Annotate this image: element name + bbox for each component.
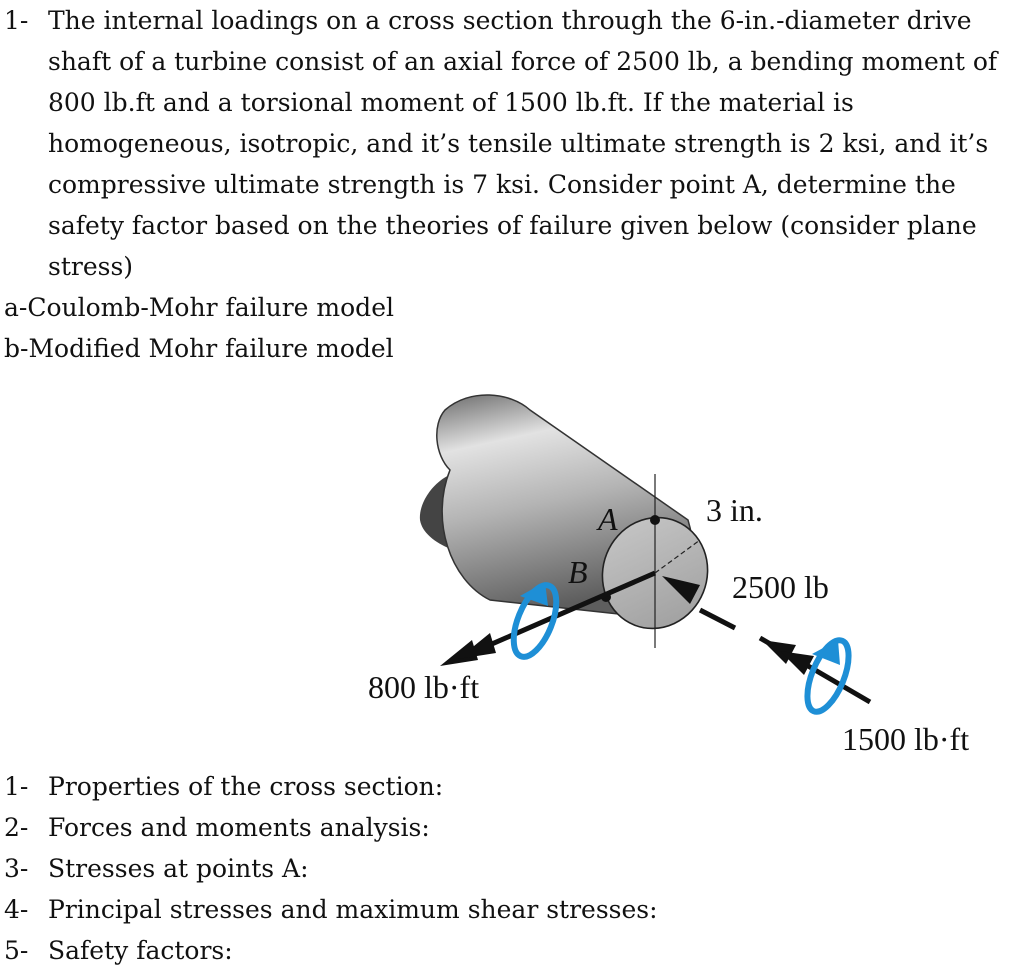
task-item [0, 889, 1024, 930]
axial-force-line [700, 610, 735, 628]
task-number: 3- [4, 854, 29, 883]
bending-moment-label: 800 lb·ft [368, 669, 480, 705]
task-number: 4- [4, 895, 29, 924]
axial-force-label: 2500 lb [732, 569, 829, 605]
label-b: B [568, 554, 588, 590]
option-coulomb-mohr: a-Coulomb-Mohr failure model [4, 293, 394, 322]
point-a [650, 515, 660, 525]
task-number: 2- [4, 813, 29, 842]
task-text: Principal stresses and maximum shear stresses: [48, 895, 658, 924]
task-list [0, 766, 1024, 971]
task-text: Safety factors: [48, 936, 233, 965]
task-number: 5- [4, 936, 29, 965]
problem-statement [0, 0, 1024, 369]
option-modified-mohr: b-Modified Mohr failure model [4, 334, 394, 363]
task-number: 1- [4, 772, 29, 801]
task-text: Stresses at points A: [48, 854, 309, 883]
task-text: Forces and moments analysis: [48, 813, 430, 842]
task-item [0, 766, 1024, 807]
task-text: Properties of the cross section: [48, 772, 444, 801]
bending-arrowhead-2 [458, 633, 496, 659]
problem-number: 1- [4, 6, 29, 35]
torque-label: 1500 lb·ft [842, 721, 970, 757]
problem-text: The internal loadings on a cross section through the 6-in.-diameter drive shaft of a turbine consist of an axial force of 2500 lb, a bending moment of 800 lb.ft and a torsional moment of 1500 lb.ft. If the material is homogeneous, isotropic, and it’s tensile ultimate strength is 2 ksi, and it’s compressive ultimate strength is 7 ksi. Consider point A, determine the safety factor based on the theories of failure given below (consider plane stress) [48, 6, 998, 281]
label-a: A [598, 501, 618, 537]
task-item [0, 848, 1024, 889]
radius-label: 3 in. [706, 492, 763, 528]
shaft-figure [0, 380, 1024, 760]
task-item [0, 807, 1024, 848]
